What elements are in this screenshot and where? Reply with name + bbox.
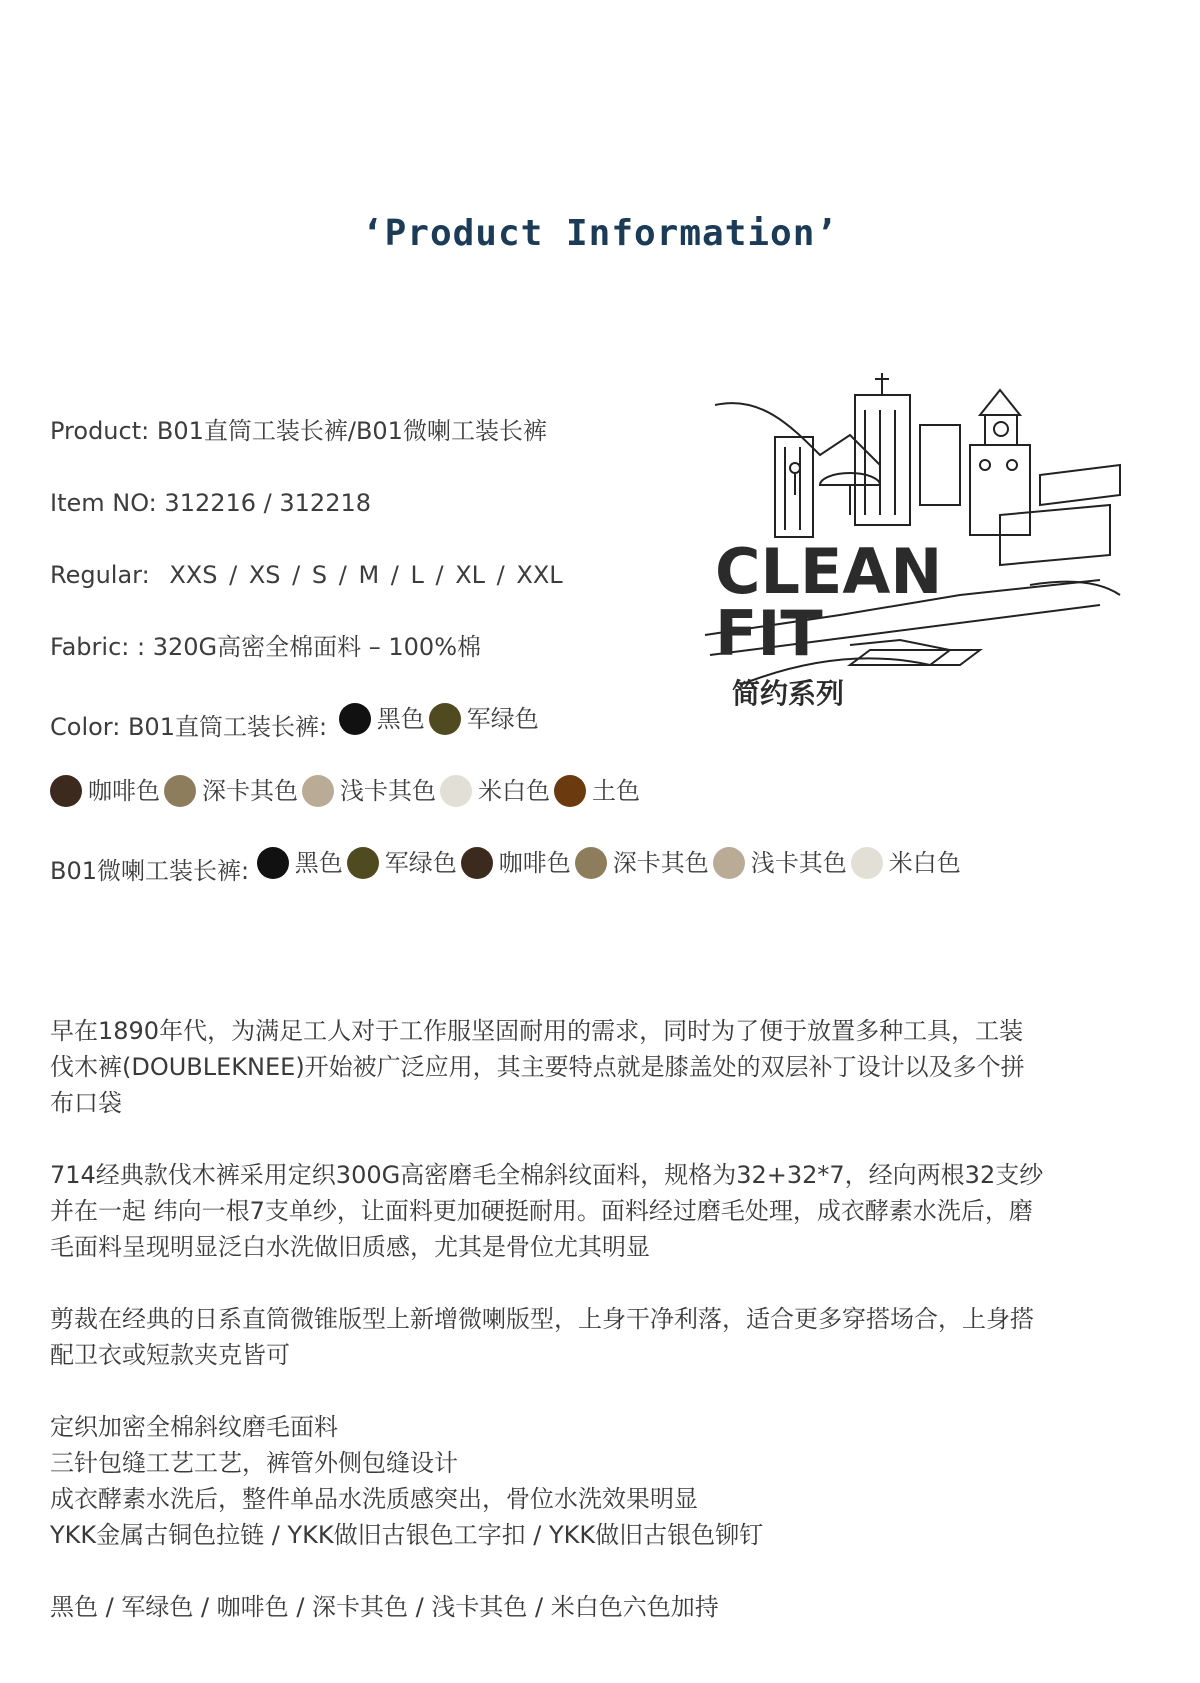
size-option: S (311, 561, 328, 589)
city-sketch-icon (700, 365, 1150, 765)
color-name: 深卡其色 (612, 849, 709, 877)
color-option (575, 846, 709, 880)
color-name: 深卡其色 (202, 777, 298, 805)
size-separator: / (489, 561, 513, 589)
description-paragraph (50, 1013, 1150, 1121)
color-option (347, 846, 457, 880)
product-line (50, 414, 547, 448)
color-swatch (429, 703, 461, 735)
size-option: XXL (516, 561, 563, 589)
color-option (851, 846, 961, 880)
size-option: XL (455, 561, 486, 589)
item-no-label: Item NO: (50, 489, 157, 517)
fit-title: FIT (715, 597, 823, 670)
feature-item: 成衣酵素水洗后，整件单品水洗质感突出，骨位水洗效果明显 (50, 1485, 698, 1513)
color-label: Color: (50, 713, 121, 741)
color-swatch (257, 847, 289, 879)
regular-line (50, 558, 563, 592)
flare-color-line (50, 846, 965, 888)
color-name: 咖啡色 (498, 849, 571, 877)
color-swatch (339, 703, 371, 735)
size-separator: / (284, 561, 308, 589)
flare-label: B01微喇工装长裤: (50, 857, 250, 885)
regular-label: Regular: (50, 561, 150, 589)
item-no-line (50, 486, 371, 520)
size-option: XXS (169, 561, 218, 589)
fabric-value: 320G高密全棉面料 – 100%棉 (152, 633, 481, 661)
straight-colors-row2 (50, 774, 644, 816)
color-line (50, 702, 543, 744)
color-swatch (461, 847, 493, 879)
item-no-value: 312216 / 312218 (164, 489, 371, 517)
description-paragraph (50, 1301, 1150, 1373)
color-name: 军绿色 (466, 705, 539, 733)
straight-colors-row1 (339, 705, 543, 741)
size-separator: / (383, 561, 407, 589)
color-swatch (713, 847, 745, 879)
color-option (713, 846, 847, 880)
paragraph-list (50, 1013, 1150, 1373)
color-option (302, 774, 436, 808)
paragraph-line: 伐木裤(DOUBLEKNEE)开始被广泛应用，其主要特点就是膝盖处的双层补丁设计以及多个拼 (50, 1053, 1025, 1081)
product-value: B01直筒工装长裤/B01微喇工装长裤 (156, 417, 547, 445)
size-separator: / (427, 561, 452, 589)
color-swatch (575, 847, 607, 879)
color-option (461, 846, 571, 880)
color-name: 米白色 (888, 849, 961, 877)
color-option (429, 702, 539, 736)
size-option: M (358, 561, 380, 589)
color-name: 土色 (592, 777, 640, 805)
color-option (554, 774, 640, 808)
color-option (339, 702, 425, 736)
color-option (257, 846, 343, 880)
feature-item: 定织加密全棉斜纹磨毛面料 (50, 1413, 338, 1441)
paragraph-line: 剪裁在经典的日系直筒微锥版型上新增微喇版型，上身干净利落，适合更多穿搭场合，上身搭 (50, 1305, 1034, 1333)
color-swatch (50, 775, 82, 807)
colors-summary: 黑色 / 军绿色 / 咖啡色 / 深卡其色 / 浅卡其色 / 米白色六色加持 (50, 1593, 719, 1621)
description-paragraph (50, 1157, 1150, 1265)
product-label: Product: (50, 417, 150, 445)
series-subtitle: 简约系列 (732, 677, 845, 710)
size-separator: / (331, 561, 355, 589)
size-option: XS (248, 561, 281, 589)
paragraph-line: 配卫衣或短款夹克皆可 (50, 1341, 290, 1369)
color-swatch (554, 775, 586, 807)
color-swatch (851, 847, 883, 879)
paragraph-line: 714经典款伐木裤采用定织300G高密磨毛全棉斜纹面料，规格为32+32*7，经向两根32支纱 (50, 1161, 1044, 1189)
page-heading: ‘Product Information’ (361, 213, 839, 254)
fabric-label: Fabric: : (50, 633, 146, 661)
color-name: 黑色 (294, 849, 343, 877)
straight-label: B01直筒工装长裤: (127, 713, 328, 741)
description-section (50, 1013, 1150, 1625)
size-option: L (410, 561, 424, 589)
clean-fit-illustration (700, 365, 1150, 765)
color-name: 米白色 (478, 777, 550, 805)
color-swatch (302, 775, 334, 807)
paragraph-line: 并在一起 纬向一根7支单纱，让面料更加硬挺耐用。面料经过磨毛处理，成衣酵素水洗后，磨 (50, 1197, 1033, 1225)
paragraph-line: 毛面料呈现明显泛白水洗做旧质感，尤其是骨位尤其明显 (50, 1233, 650, 1261)
paragraph-line: 布口袋 (50, 1089, 122, 1117)
clean-title: CLEAN (715, 535, 943, 608)
color-swatch (347, 847, 379, 879)
color-name: 浅卡其色 (750, 849, 847, 877)
color-name: 黑色 (376, 705, 425, 733)
size-list (169, 561, 562, 589)
paragraph-line: 早在1890年代，为满足工人对于工作服坚固耐用的需求，同时为了便于放置多种工具，工装 (50, 1017, 1024, 1045)
feature-list (50, 1409, 1150, 1553)
color-swatch (440, 775, 472, 807)
size-separator: / (221, 561, 245, 589)
color-option (50, 774, 160, 808)
color-name: 军绿色 (384, 849, 457, 877)
color-swatch (164, 775, 196, 807)
color-name: 浅卡其色 (340, 777, 436, 805)
flare-colors (257, 849, 965, 885)
color-option (164, 774, 298, 808)
color-option (440, 774, 550, 808)
color-name: 咖啡色 (88, 777, 160, 805)
feature-item: 三针包缝工艺工艺，裤管外侧包缝设计 (50, 1449, 458, 1477)
fabric-line (50, 630, 481, 664)
feature-item: YKK金属古铜色拉链 / YKK做旧古银色工字扣 / YKK做旧古银色铆钉 (50, 1521, 764, 1549)
